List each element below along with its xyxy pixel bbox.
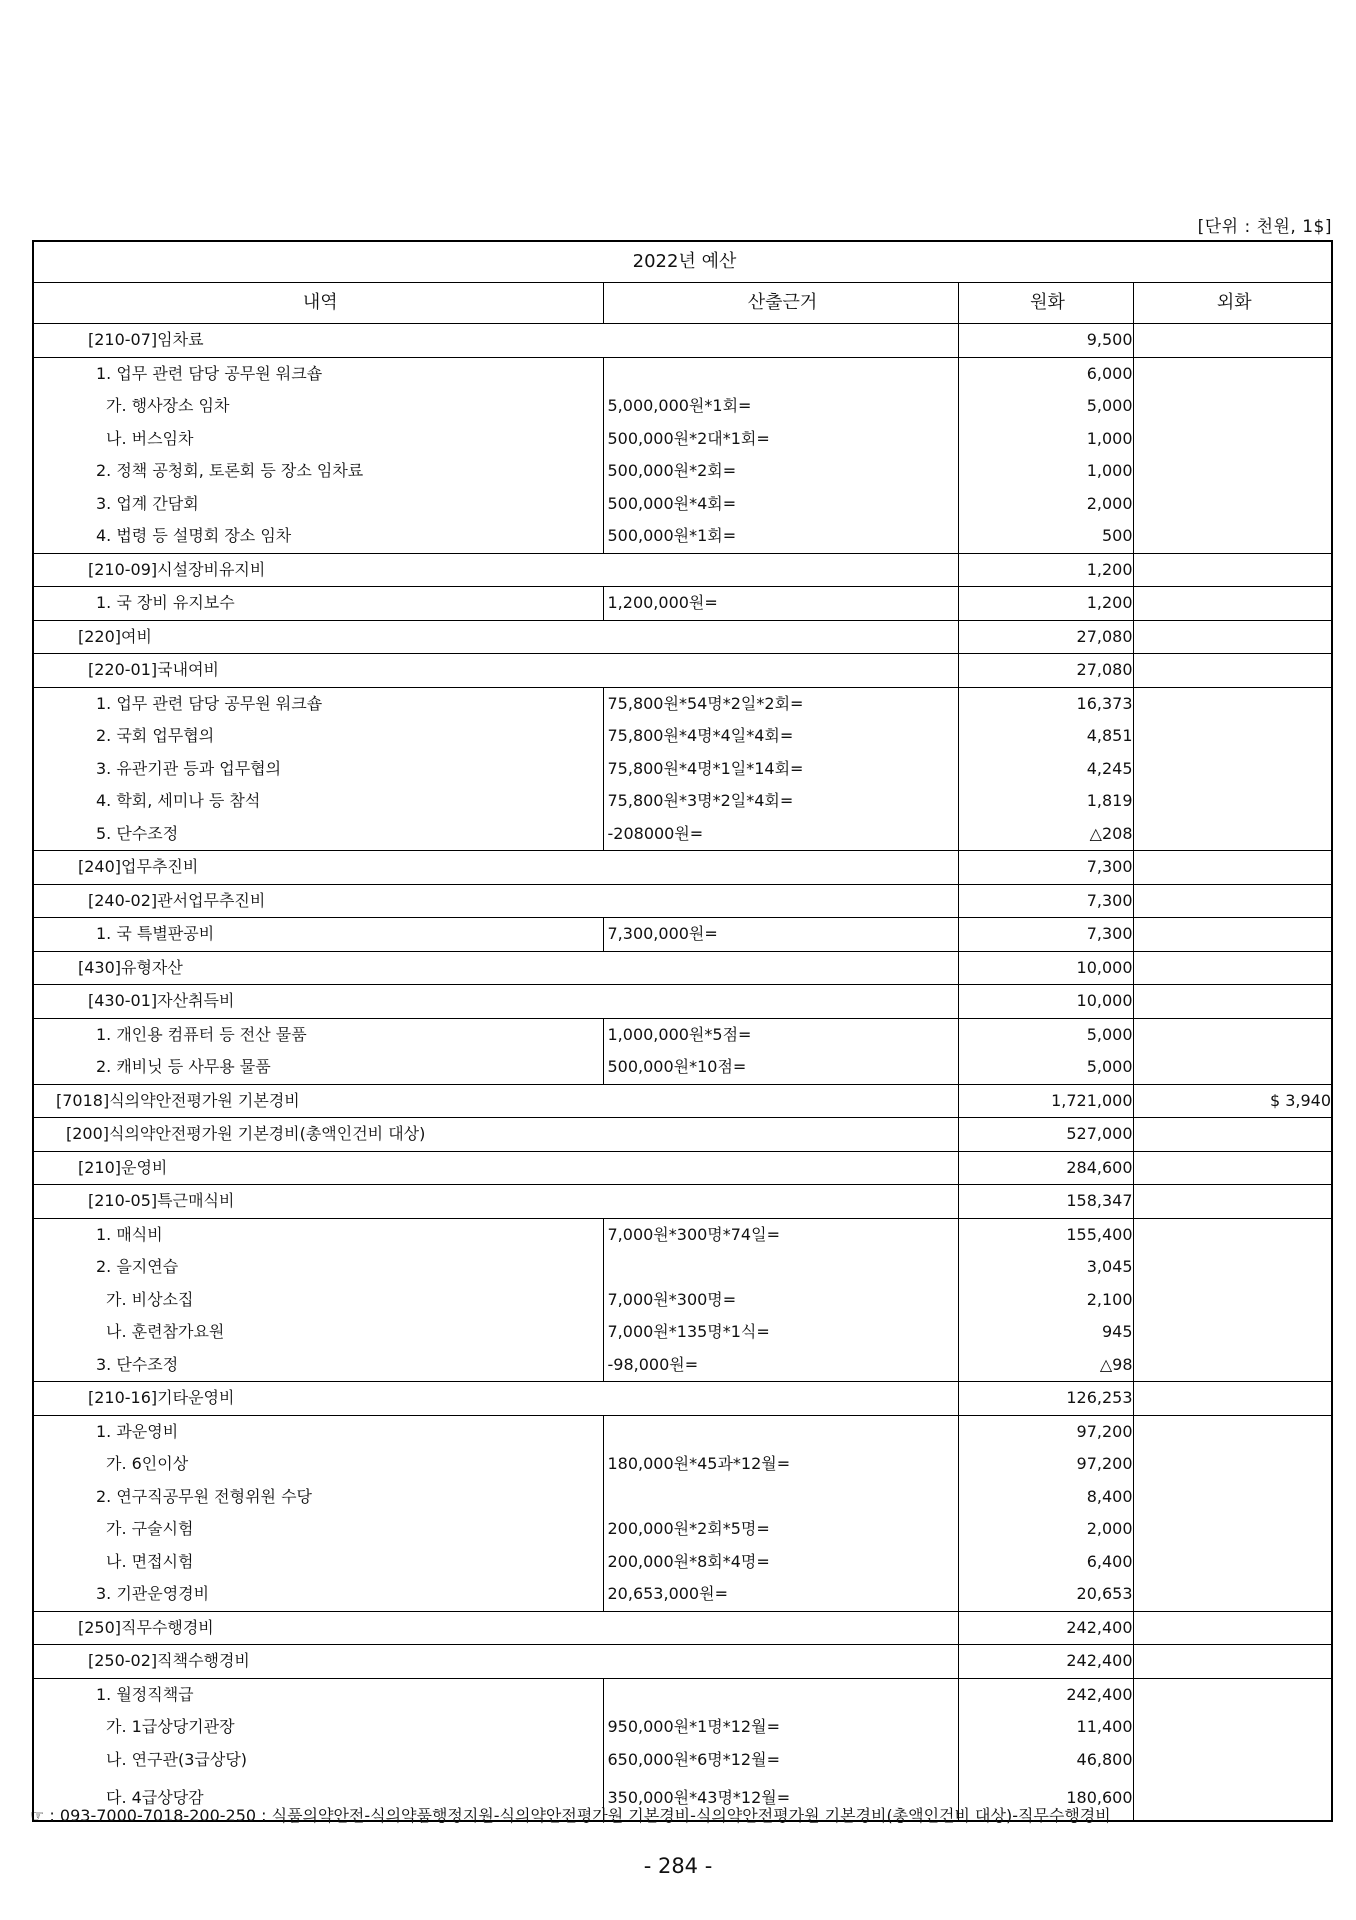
table-row <box>33 1382 1332 1416</box>
table-title: 2022년 예산 <box>33 241 1332 283</box>
row-basis: 950,000원*1명*12월= <box>603 1711 958 1744</box>
table-row <box>33 918 1332 952</box>
table-row <box>33 985 1332 1019</box>
row-krw-amount: △98 <box>958 1349 1133 1382</box>
row-fx-amount <box>1133 587 1332 621</box>
row-fx-amount <box>1133 455 1332 488</box>
row-krw-amount: 1,000 <box>958 455 1133 488</box>
table-row <box>33 687 1332 720</box>
row-fx-amount <box>1133 785 1332 818</box>
row-item: [430]유형자산 <box>33 951 958 985</box>
table-row <box>33 455 1332 488</box>
row-fx-amount <box>1133 1118 1332 1152</box>
row-item: 1. 월정직책급 <box>33 1678 603 1711</box>
row-krw-amount: 2,000 <box>958 488 1133 521</box>
row-krw-amount: 10,000 <box>958 985 1133 1019</box>
row-basis: -208000원= <box>603 818 958 851</box>
row-item: [220-01]국내여비 <box>33 654 958 688</box>
table-row <box>33 620 1332 654</box>
row-fx-amount <box>1133 1481 1332 1514</box>
row-fx-amount <box>1133 1711 1332 1744</box>
row-item: [250]직무수행경비 <box>33 1611 958 1645</box>
column-header-krw: 원화 <box>958 283 1133 324</box>
table-row <box>33 753 1332 786</box>
row-basis: 5,000,000원*1회= <box>603 390 958 423</box>
table-row <box>33 851 1332 885</box>
row-krw-amount: 16,373 <box>958 687 1133 720</box>
row-item: 2. 을지연습 <box>33 1251 603 1284</box>
row-item: 나. 훈련참가요원 <box>33 1316 603 1349</box>
table-row <box>33 1513 1332 1546</box>
row-item: [7018]식의약안전평가원 기본경비 <box>33 1084 958 1118</box>
table-row <box>33 488 1332 521</box>
row-item: 다. 4급상당감 <box>33 1776 603 1821</box>
row-basis: 650,000원*6명*12월= <box>603 1744 958 1777</box>
row-fx-amount <box>1133 1513 1332 1546</box>
table-row <box>33 951 1332 985</box>
row-item: 나. 면접시험 <box>33 1546 603 1579</box>
row-fx-amount <box>1133 687 1332 720</box>
row-item: 나. 연구관(3급상당) <box>33 1744 603 1777</box>
row-basis: 500,000원*2대*1회= <box>603 423 958 456</box>
row-basis: 7,000원*135명*1식= <box>603 1316 958 1349</box>
row-fx-amount <box>1133 1611 1332 1645</box>
row-item: 1. 업무 관련 담당 공무원 워크숍 <box>33 357 603 390</box>
row-fx-amount <box>1133 1546 1332 1579</box>
table-row <box>33 1284 1332 1317</box>
table-row <box>33 1744 1332 1777</box>
table-row <box>33 1185 1332 1219</box>
row-krw-amount: △208 <box>958 818 1133 851</box>
row-fx-amount <box>1133 553 1332 587</box>
column-header-item: 내역 <box>33 283 603 324</box>
row-krw-amount: 4,851 <box>958 720 1133 753</box>
table-row <box>33 1546 1332 1579</box>
row-item: [210-16]기타운영비 <box>33 1382 958 1416</box>
row-item: [250-02]직책수행경비 <box>33 1645 958 1679</box>
row-basis <box>603 1481 958 1514</box>
row-fx-amount <box>1133 423 1332 456</box>
row-item: 가. 비상소집 <box>33 1284 603 1317</box>
budget-table <box>32 240 1333 1822</box>
row-krw-amount: 27,080 <box>958 654 1133 688</box>
row-krw-amount: 7,300 <box>958 884 1133 918</box>
row-krw-amount: 1,200 <box>958 553 1133 587</box>
row-krw-amount: 1,000 <box>958 423 1133 456</box>
row-item: 1. 국 장비 유지보수 <box>33 587 603 621</box>
row-fx-amount <box>1133 357 1332 390</box>
row-item: 1. 매식비 <box>33 1218 603 1251</box>
table-row <box>33 1578 1332 1611</box>
row-fx-amount <box>1133 1744 1332 1777</box>
row-item: 가. 행사장소 임차 <box>33 390 603 423</box>
row-krw-amount: 97,200 <box>958 1448 1133 1481</box>
row-basis <box>603 1678 958 1711</box>
row-fx-amount <box>1133 1284 1332 1317</box>
row-basis: 20,653,000원= <box>603 1578 958 1611</box>
row-krw-amount: 10,000 <box>958 951 1133 985</box>
table-row <box>33 1018 1332 1051</box>
row-fx-amount <box>1133 1018 1332 1051</box>
row-fx-amount <box>1133 951 1332 985</box>
row-krw-amount: 126,253 <box>958 1382 1133 1416</box>
row-fx-amount <box>1133 390 1332 423</box>
row-krw-amount: 1,819 <box>958 785 1133 818</box>
row-krw-amount: 527,000 <box>958 1118 1133 1152</box>
table-row <box>33 520 1332 553</box>
row-fx-amount <box>1133 884 1332 918</box>
row-basis: 500,000원*10점= <box>603 1051 958 1084</box>
row-fx-amount <box>1133 1051 1332 1084</box>
row-krw-amount: 97,200 <box>958 1415 1133 1448</box>
row-item: 1. 과운영비 <box>33 1415 603 1448</box>
row-krw-amount: 242,400 <box>958 1678 1133 1711</box>
row-basis: 180,000원*45과*12월= <box>603 1448 958 1481</box>
table-row <box>33 423 1332 456</box>
row-fx-amount <box>1133 1382 1332 1416</box>
row-basis: 350,000원*43명*12월= <box>603 1776 958 1821</box>
row-fx-amount <box>1133 720 1332 753</box>
row-fx-amount <box>1133 1349 1332 1382</box>
table-row <box>33 324 1332 358</box>
row-krw-amount: 46,800 <box>958 1744 1133 1777</box>
row-basis: 1,200,000원= <box>603 587 958 621</box>
row-item: 1. 개인용 컴퓨터 등 전산 물품 <box>33 1018 603 1051</box>
row-krw-amount: 9,500 <box>958 324 1133 358</box>
table-row <box>33 1448 1332 1481</box>
row-basis: -98,000원= <box>603 1349 958 1382</box>
row-item: 2. 국회 업무협의 <box>33 720 603 753</box>
row-krw-amount: 242,400 <box>958 1611 1133 1645</box>
row-item: 4. 법령 등 설명회 장소 임차 <box>33 520 603 553</box>
row-item: 1. 국 특별판공비 <box>33 918 603 952</box>
table-row <box>33 390 1332 423</box>
row-item: 3. 기관운영경비 <box>33 1578 603 1611</box>
row-item: 1. 업무 관련 담당 공무원 워크숍 <box>33 687 603 720</box>
row-krw-amount: 7,300 <box>958 918 1133 952</box>
row-basis: 500,000원*1회= <box>603 520 958 553</box>
row-fx-amount <box>1133 620 1332 654</box>
row-krw-amount: 1,721,000 <box>958 1084 1133 1118</box>
row-fx-amount <box>1133 1645 1332 1679</box>
row-item: 5. 단수조정 <box>33 818 603 851</box>
table-row <box>33 1051 1332 1084</box>
row-fx-amount <box>1133 753 1332 786</box>
row-item: 나. 버스임차 <box>33 423 603 456</box>
table-row <box>33 785 1332 818</box>
table-row <box>33 1678 1332 1711</box>
row-item: [430-01]자산취득비 <box>33 985 958 1019</box>
row-fx-amount <box>1133 918 1332 952</box>
row-item: 가. 구술시험 <box>33 1513 603 1546</box>
row-krw-amount: 158,347 <box>958 1185 1133 1219</box>
table-row <box>33 357 1332 390</box>
row-item: 3. 업계 간담회 <box>33 488 603 521</box>
row-fx-amount <box>1133 1776 1332 1821</box>
row-basis: 500,000원*2회= <box>603 455 958 488</box>
row-basis: 200,000원*8회*4명= <box>603 1546 958 1579</box>
table-row <box>33 1349 1332 1382</box>
row-fx-amount <box>1133 1578 1332 1611</box>
row-item: 가. 6인이상 <box>33 1448 603 1481</box>
row-fx-amount <box>1133 1251 1332 1284</box>
row-krw-amount: 284,600 <box>958 1151 1133 1185</box>
row-krw-amount: 1,200 <box>958 587 1133 621</box>
row-basis <box>603 357 958 390</box>
row-krw-amount: 180,600 <box>958 1776 1133 1821</box>
row-item: 4. 학회, 세미나 등 참석 <box>33 785 603 818</box>
row-item: 3. 유관기관 등과 업무협의 <box>33 753 603 786</box>
row-fx-amount <box>1133 1151 1332 1185</box>
row-fx-amount: $ 3,940 <box>1133 1084 1332 1118</box>
row-krw-amount: 6,400 <box>958 1546 1133 1579</box>
table-row <box>33 1118 1332 1152</box>
row-fx-amount <box>1133 1218 1332 1251</box>
row-fx-amount <box>1133 654 1332 688</box>
row-fx-amount <box>1133 985 1332 1019</box>
row-basis: 7,000원*300명= <box>603 1284 958 1317</box>
row-krw-amount: 500 <box>958 520 1133 553</box>
row-item: 2. 연구직공무원 전형위원 수당 <box>33 1481 603 1514</box>
row-basis: 75,800원*3명*2일*4회= <box>603 785 958 818</box>
row-fx-amount <box>1133 1185 1332 1219</box>
table-row <box>33 884 1332 918</box>
column-header-basis: 산출근거 <box>603 283 958 324</box>
table-row <box>33 1084 1332 1118</box>
row-basis: 500,000원*4회= <box>603 488 958 521</box>
table-row <box>33 1251 1332 1284</box>
row-basis <box>603 1251 958 1284</box>
row-basis: 75,800원*54명*2일*2회= <box>603 687 958 720</box>
row-item: 가. 1급상당기관장 <box>33 1711 603 1744</box>
table-row <box>33 1151 1332 1185</box>
table-row <box>33 720 1332 753</box>
row-item: 3. 단수조정 <box>33 1349 603 1382</box>
row-item: 2. 정책 공청회, 토론회 등 장소 임차료 <box>33 455 603 488</box>
column-header-fx: 외화 <box>1133 283 1332 324</box>
table-body <box>33 324 1332 1822</box>
footnote: ☞ : 093-7000-7018-200-250 : 식품의약안전-식의약품행정지원-식의약안전평가원 기본경비-식의약안전평가원 기본경비(총액인건비 대상)-직무수행경비 <box>30 1806 1111 1825</box>
row-basis: 1,000,000원*5점= <box>603 1018 958 1051</box>
row-basis: 75,800원*4명*4일*4회= <box>603 720 958 753</box>
row-item: [210-07]임차료 <box>33 324 958 358</box>
row-krw-amount: 27,080 <box>958 620 1133 654</box>
row-fx-amount <box>1133 520 1332 553</box>
row-basis: 7,300,000원= <box>603 918 958 952</box>
table-row <box>33 1316 1332 1349</box>
row-fx-amount <box>1133 1415 1332 1448</box>
row-fx-amount <box>1133 851 1332 885</box>
row-krw-amount: 945 <box>958 1316 1133 1349</box>
row-fx-amount <box>1133 488 1332 521</box>
table-row <box>33 1611 1332 1645</box>
row-krw-amount: 5,000 <box>958 1051 1133 1084</box>
table-row <box>33 1711 1332 1744</box>
table-row <box>33 1415 1332 1448</box>
row-krw-amount: 11,400 <box>958 1711 1133 1744</box>
table-row <box>33 1218 1332 1251</box>
table-row <box>33 553 1332 587</box>
table-row <box>33 654 1332 688</box>
row-basis <box>603 1415 958 1448</box>
page-number: - 284 - <box>643 1854 713 1878</box>
table-row <box>33 818 1332 851</box>
row-krw-amount: 7,300 <box>958 851 1133 885</box>
row-krw-amount: 8,400 <box>958 1481 1133 1514</box>
row-basis: 75,800원*4명*1일*14회= <box>603 753 958 786</box>
row-krw-amount: 5,000 <box>958 390 1133 423</box>
table-row <box>33 1645 1332 1679</box>
row-krw-amount: 2,000 <box>958 1513 1133 1546</box>
row-item: [210]운영비 <box>33 1151 958 1185</box>
row-item: 2. 캐비닛 등 사무용 물품 <box>33 1051 603 1084</box>
row-krw-amount: 2,100 <box>958 1284 1133 1317</box>
row-item: [210-05]특근매식비 <box>33 1185 958 1219</box>
row-item: [220]여비 <box>33 620 958 654</box>
row-fx-amount <box>1133 324 1332 358</box>
table-row <box>33 587 1332 621</box>
row-krw-amount: 6,000 <box>958 357 1133 390</box>
row-krw-amount: 5,000 <box>958 1018 1133 1051</box>
table-row <box>33 1481 1332 1514</box>
row-fx-amount <box>1133 1678 1332 1711</box>
row-item: [240-02]관서업무추진비 <box>33 884 958 918</box>
row-basis: 200,000원*2회*5명= <box>603 1513 958 1546</box>
row-fx-amount <box>1133 1448 1332 1481</box>
row-krw-amount: 4,245 <box>958 753 1133 786</box>
row-fx-amount <box>1133 818 1332 851</box>
unit-label: [단위 : 천원, 1$] <box>1197 217 1332 237</box>
row-krw-amount: 20,653 <box>958 1578 1133 1611</box>
row-item: [200]식의약안전평가원 기본경비(총액인건비 대상) <box>33 1118 958 1152</box>
row-krw-amount: 3,045 <box>958 1251 1133 1284</box>
row-item: [210-09]시설장비유지비 <box>33 553 958 587</box>
row-krw-amount: 155,400 <box>958 1218 1133 1251</box>
row-fx-amount <box>1133 1316 1332 1349</box>
row-basis: 7,000원*300명*74일= <box>603 1218 958 1251</box>
row-krw-amount: 242,400 <box>958 1645 1133 1679</box>
row-item: [240]업무추진비 <box>33 851 958 885</box>
